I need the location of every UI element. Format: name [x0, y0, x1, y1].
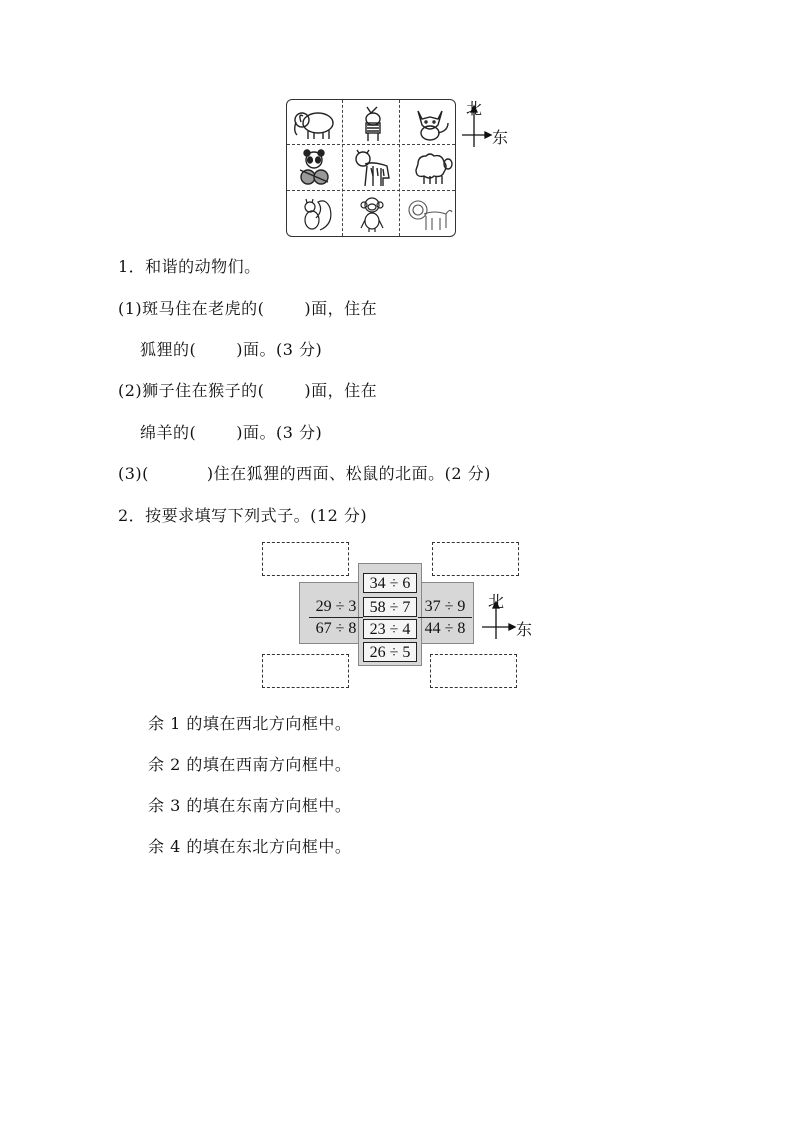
rule-remainder-3: 余 3 的填在东南方向框中。 [148, 796, 352, 815]
expression-low-left: 67 ÷ 8 [315, 620, 357, 637]
elephant-icon [287, 100, 343, 146]
southeast-answer-box[interactable] [430, 654, 517, 688]
lion-icon [401, 191, 457, 237]
panda-icon [287, 145, 343, 191]
q1-part1-line2: 狐狸的( )面。(3 分) [140, 340, 323, 359]
expression-bottom: 26 ÷ 5 [363, 642, 417, 662]
north-label: 北 [466, 99, 483, 118]
fox-icon [401, 100, 457, 146]
q1-part2-line2: 绵羊的( )面。(3 分) [140, 423, 323, 442]
q1-part3: (3)( )住在狐狸的西面、松鼠的北面。(2 分) [118, 464, 491, 483]
zebra-icon [344, 100, 400, 146]
sheep-icon [401, 145, 457, 191]
north-label: 北 [488, 592, 505, 611]
tiger-icon [344, 145, 400, 191]
expression-mid-right: 37 ÷ 9 [418, 597, 472, 618]
northeast-answer-box[interactable] [432, 542, 519, 576]
compass [462, 99, 522, 149]
squirrel-icon [287, 191, 343, 237]
q2-title: 2．按要求填写下列式子。(12 分) [118, 506, 368, 525]
east-label: 东 [516, 620, 533, 639]
monkey-icon [344, 191, 400, 237]
expression-mid-center: 58 ÷ 7 [363, 597, 417, 617]
expression-top: 34 ÷ 6 [363, 573, 417, 593]
southwest-answer-box[interactable] [262, 654, 349, 688]
northwest-answer-box[interactable] [262, 542, 349, 576]
compass [482, 593, 542, 643]
rule-remainder-4: 余 4 的填在东北方向框中。 [148, 837, 352, 856]
expression-mid-left: 29 ÷ 3 [309, 597, 363, 618]
east-label: 东 [492, 128, 509, 147]
expression-low-center: 23 ÷ 4 [363, 619, 417, 639]
animal-grid [286, 99, 456, 237]
rule-remainder-1: 余 1 的填在西北方向框中。 [148, 714, 352, 733]
q1-title: 1．和谐的动物们。 [118, 257, 261, 276]
q1-part1-line1: (1)斑马住在老虎的( )面，住在 [118, 299, 378, 318]
expression-low-right: 44 ÷ 8 [424, 620, 466, 637]
q1-part2-line1: (2)狮子住在猴子的( )面，住在 [118, 381, 378, 400]
rule-remainder-2: 余 2 的填在西南方向框中。 [148, 755, 352, 774]
